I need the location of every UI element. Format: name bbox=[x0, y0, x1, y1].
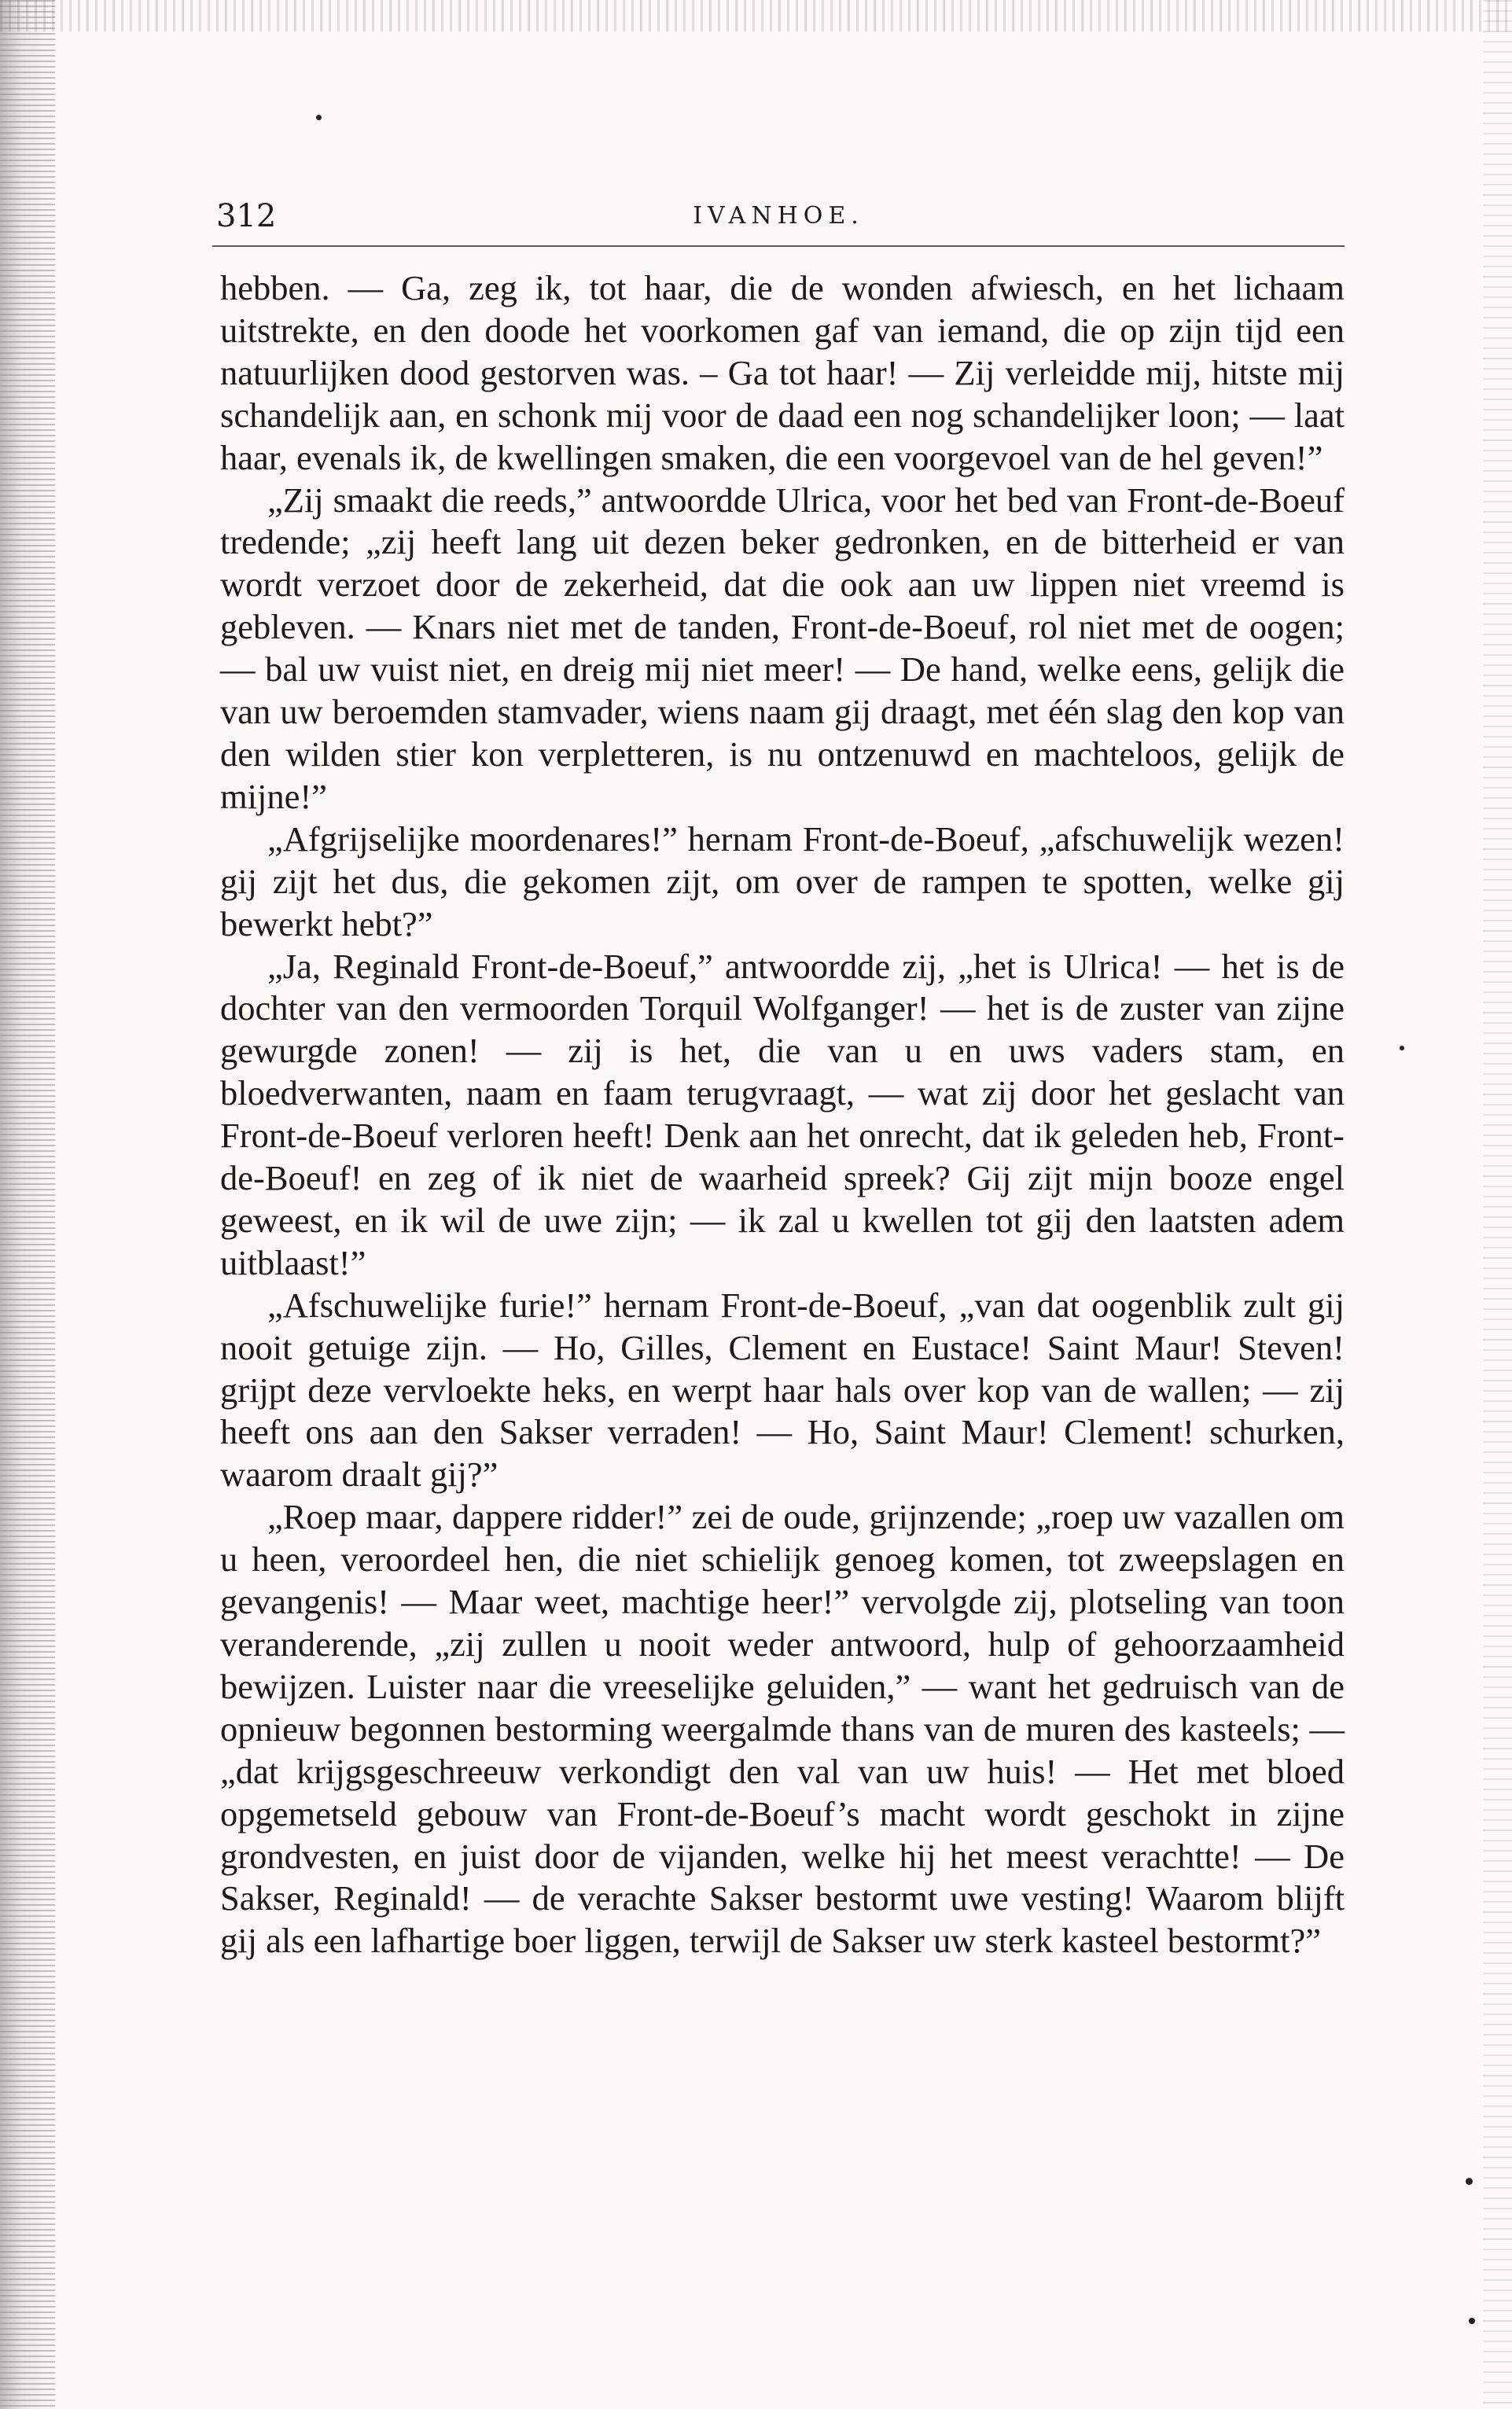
body-text bbox=[220, 267, 1345, 1962]
scan-edge-top bbox=[0, 0, 1512, 31]
ink-speck bbox=[1400, 1046, 1404, 1050]
paragraph: „Afschuwelijke furie!” hernam Front-de-Boeuf, „van dat oogenblik zult gij nooit getuige zijn. — Ho, Gilles, Clement en Eustace! Saint Maur! Steven! grijpt deze vervloekte heks, en werpt haar hals over kop van de wallen; — zij heeft ons aan den Sakser verraden! — Ho, Saint Maur! Clement! schurken, waarom draalt gij?” bbox=[220, 1285, 1345, 1495]
header-rule bbox=[212, 245, 1345, 247]
scan-edge-right bbox=[1484, 0, 1512, 2409]
paragraph: „Roep maar, dappere ridder!” zei de oude, grijnzende; „roep uw vazallen om u heen, veroordeel hen, die niet schielijk genoeg komen, tot zweepslagen en gevangenis! — Maar weet, machtige heer!” vervolgde zij, plotseling van toon veranderende, „zij zullen u nooit weder antwoord, hulp of gehoorzaamheid bewijzen. Luister naar die vreeselijke geluiden,” — want het gedruisch van de opnieuw begonnen bestorming weergalmde thans van de muren des kasteels; — „dat krijgsgeschreeuw verkondigt den val van uw huis! — Het met bloed opgemetseld gebouw van Front-de-Boeuf’s macht wordt geschokt in zijne grondvesten, en juist door de vijanden, welke hij het meest verachtte! — De Sakser, Reginald! — de verachte Sakser bestormt uwe vesting! Waarom blijft gij als een lafhartige boer liggen, terwijl de Sakser uw sterk kasteel bestormt?” bbox=[220, 1497, 1345, 1961]
page-number: 312 bbox=[216, 198, 277, 234]
running-title: IVANHOE. bbox=[693, 202, 864, 230]
page-header bbox=[216, 193, 1341, 240]
paragraph: „Afgrijselijke moordenares!” hernam Front-de-Boeuf, „afschuwelijk wezen! gij zijt het dus, die gekomen zijt, om over de rampen te spotten, welke gij bewerkt hebt?” bbox=[220, 818, 1345, 943]
paragraph: hebben. — Ga, zeg ik, tot haar, die de wonden afwiesch, en het lichaam uitstrekte, en den doode het voorkomen gaf van iemand, die op zijn tijd een natuurlijken dood gestorven was. – Ga tot haar! — Zij verleidde mij, hitste mij schandelijk aan, en schonk mij voor de daad een nog schandelijker loon; — laat haar, evenals ik, de kwellingen smaken, die een voorgevoel van de hel geven!” bbox=[220, 268, 1345, 477]
ink-speck bbox=[316, 115, 322, 120]
paragraph: „Zij smaakt die reeds,” antwoordde Ulrica, voor het bed van Front-de-Boeuf tredende; „zij heeft lang uit dezen beker gedronken, en de bitterheid er van wordt verzoet door de zekerheid, dat die ook aan uw lippen niet vreemd is gebleven. — Knars niet met de tanden, Front-de-Boeuf, rol niet met de oogen; — bal uw vuist niet, en dreig mij niet meer! — De hand, welke eens, gelijk die van uw beroemden stamvader, wiens naam gij draagt, met één slag den kop van den wilden stier kon verpletteren, is nu ontzenuwd en machteloos, gelijk de mijne!” bbox=[220, 480, 1345, 816]
ink-speck bbox=[1466, 2178, 1473, 2185]
scan-edge-left bbox=[0, 0, 55, 2409]
paragraph: „Ja, Reginald Front-de-Boeuf,” antwoordde zij, „het is Ulrica! — het is de dochter van den vermoorden Torquil Wolfganger! — het is de zuster van zijne gewurgde zonen! — zij is het, die van u en uws vaders stam, en bloedverwanten, naam en faam terugvraagt, — wat zij door het geslacht van Front-de-Boeuf verloren heeft! Denk aan het onrecht, dat ik geleden heb, Front-de-Boeuf! en zeg of ik niet de waarheid spreek? Gij zijt mijn booze engel geweest, en ik wil de uwe zijn; — ik zal u kwellen tot gij den laatsten adem uitblaast!” bbox=[220, 946, 1345, 1282]
ink-speck bbox=[1469, 2318, 1475, 2324]
